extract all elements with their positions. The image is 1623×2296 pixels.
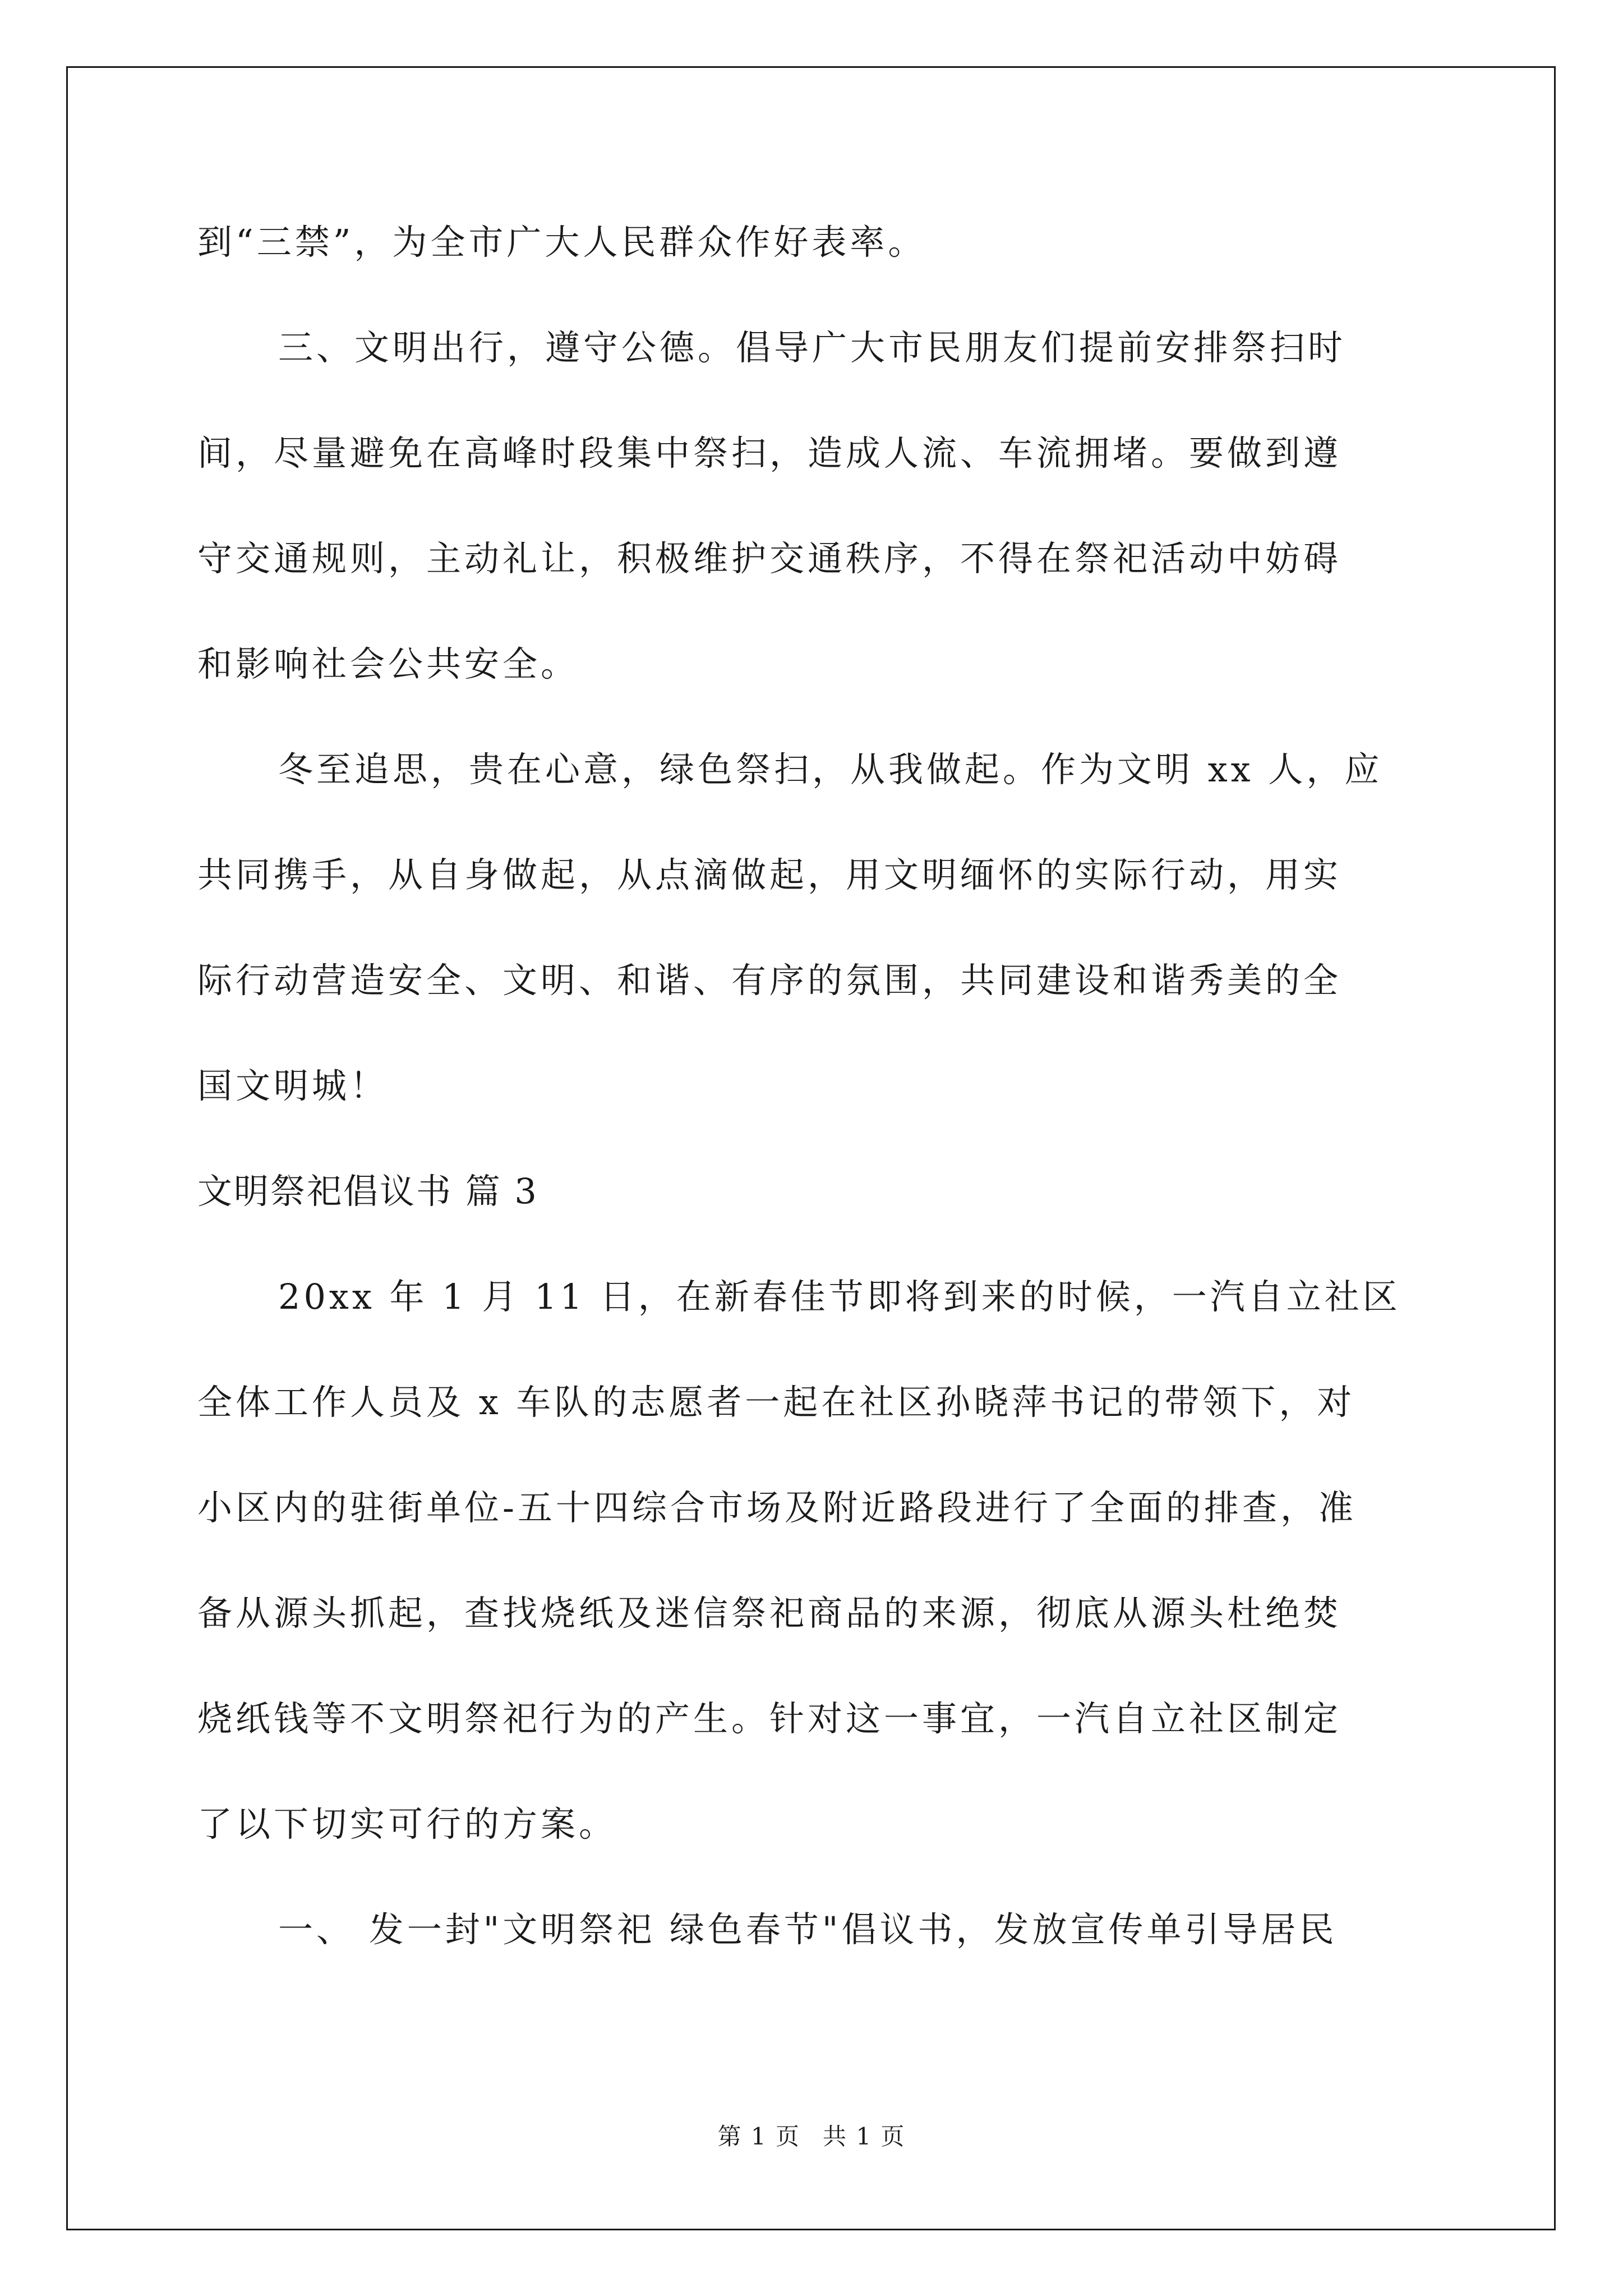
paragraph-line: 共同携手，从自身做起，从点滴做起，用文明缅怀的实际行动，用实	[197, 854, 1342, 895]
paragraph-line: 三、文明出行，遵守公德。倡导广大市民朋友们提前安排祭扫时	[278, 327, 1347, 368]
paragraph-line: 全体工作人员及 x 车队的志愿者一起在社区孙晓萍书记的带领下，对	[197, 1382, 1355, 1423]
paragraph-line: 国文明城！	[197, 1065, 389, 1106]
section-heading: 文明祭祀倡议书 篇 3	[197, 1171, 538, 1212]
paragraph-line: 小区内的驻街单位-五十四综合市场及附近路段进行了全面的排查，准	[197, 1487, 1357, 1528]
document-body	[197, 190, 1420, 1982]
paragraph-line: 了以下切实可行的方案。	[197, 1803, 617, 1844]
paragraph-line: 备从源头抓起，查找烧纸及迷信祭祀商品的来源，彻底从源头杜绝焚	[197, 1593, 1342, 1634]
paragraph-line: 间，尽量避免在高峰时段集中祭扫，造成人流、车流拥堵。要做到遵	[197, 432, 1342, 473]
page-footer	[0, 2118, 1623, 2152]
paragraph-line: 冬至追思，贵在心意，绿色祭扫，从我做起。作为文明 xx 人，应	[278, 749, 1383, 790]
page-number-current: 第 1 页	[717, 2123, 800, 2150]
paragraph-line: 守交通规则，主动礼让，积极维护交通秩序，不得在祭祀活动中妨碍	[197, 538, 1342, 579]
paragraph-line: 烧纸钱等不文明祭祀行为的产生。针对这一事宜，一汽自立社区制定	[197, 1698, 1342, 1739]
paragraph-line: 和影响社会公共安全。	[197, 643, 579, 684]
paragraph-line: 20xx 年 1 月 11 日，在新春佳节即将到来的时候，一汽自立社区	[278, 1276, 1401, 1317]
paragraph-line: 一、 发一封"文明祭祀 绿色春节"倡议书，发放宣传单引导居民	[278, 1909, 1338, 1950]
page-number-total: 共 1 页	[823, 2123, 906, 2150]
paragraph-line: 际行动营造安全、文明、和谐、有序的氛围，共同建设和谐秀美的全	[197, 960, 1342, 1001]
paragraph-line: 到“三禁”，为全市广大人民群众作好表率。	[197, 222, 926, 263]
